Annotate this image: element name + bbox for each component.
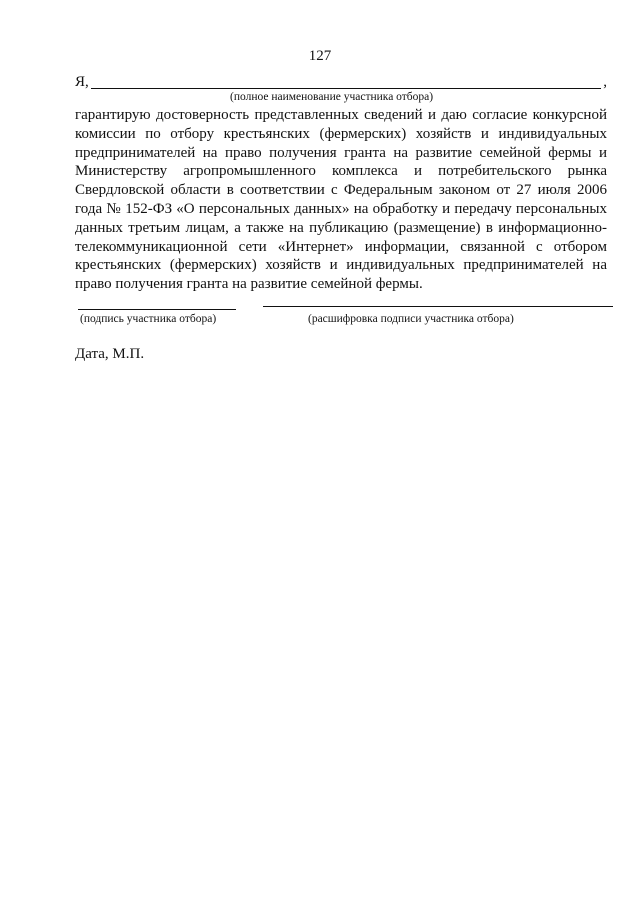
signature-decoding-caption: (расшифровка подписи участника отбора) xyxy=(308,313,514,325)
signature-decoding-blank xyxy=(263,306,613,307)
signature-blank xyxy=(78,309,236,310)
participant-name-blank xyxy=(91,88,601,89)
signature-caption: (подпись участника отбора) xyxy=(80,313,217,325)
date-stamp-label: Дата, М.П. xyxy=(75,346,145,362)
participant-name-caption: (полное наименование участника отбора) xyxy=(230,91,434,103)
ya-comma: , xyxy=(603,74,607,90)
consent-text: гарантирую достоверность представленных сведений и даю согласие конкурсной комиссии по отбору крестьянских (фермерских) хозяйств и индивидуальных предпринимателей на право получения гранта на развитие семейной фермы и Министерству агропромышленного комплекса и потребительского рынка Свердловской области в соответствии с Федеральным законом от 27 июля 2006 года № 152-ФЗ «О персональных данных» на обработку и передачу персональных данных третьим лицам, а также на публикацию (размещение) в информационно-телекоммуникационной сети «Интернет» информации, связанной с отбором крестьянских (фермерских) хозяйств и индивидуальных предпринимателей на право получения гранта на развитие семейной фермы. xyxy=(75,107,607,293)
page-number: 127 xyxy=(308,48,332,64)
participant-name-line xyxy=(75,73,607,91)
ya-label: Я, xyxy=(75,74,89,90)
